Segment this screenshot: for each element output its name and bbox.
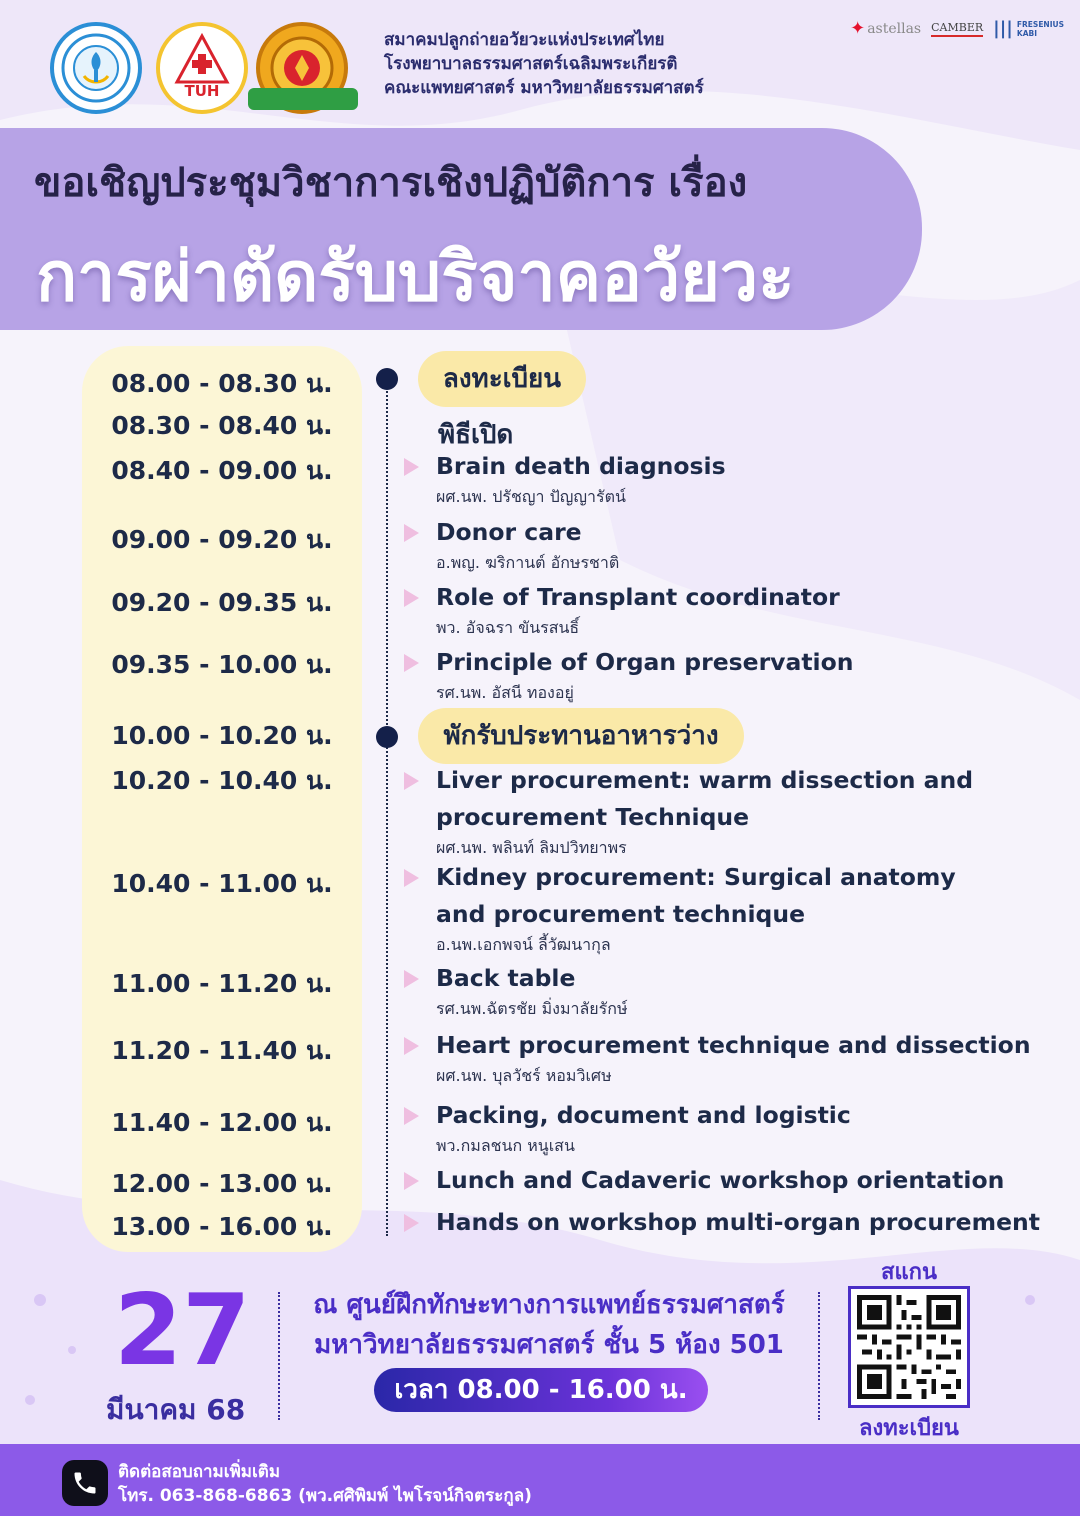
triangle-right-icon [404, 1037, 419, 1055]
time-slot: 08.00 - 08.30 น. [111, 369, 333, 398]
time-slot: 08.40 - 09.00 น. [111, 456, 333, 485]
qr-code-graphic [857, 1295, 961, 1399]
phone-icon [62, 1460, 108, 1506]
agenda-topic: Packing, document and logistic [436, 1101, 851, 1129]
time-slot: 10.20 - 10.40 น. [111, 766, 333, 795]
contact-phone: โทร. 063-868-6863 (พว.ศศิพิมพ์ ไพโรจน์กิจตระกูล) [118, 1486, 532, 1506]
agenda-speaker: ผศ.นพ. บุลวัชร์ หอมวิเศษ [436, 1066, 612, 1085]
event-month-year: มีนาคม 68 [106, 1393, 246, 1426]
triangle-right-icon [404, 458, 419, 476]
timeline-line [386, 380, 388, 1236]
organizer-names [384, 28, 704, 100]
astellas-logo [850, 18, 921, 39]
timeline-dot [376, 726, 398, 748]
agenda-topic: Heart procurement technique and dissection [436, 1031, 1031, 1059]
divider [818, 1292, 820, 1420]
divider [278, 1292, 280, 1420]
agenda-topic: Role of Transplant coordinator [436, 583, 840, 611]
time-slot: 12.00 - 13.00 น. [111, 1169, 333, 1198]
agenda-topic: Liver procurement: warm dissection and [436, 766, 974, 794]
agenda-speaker: ผศ.นพ. ปรัชญา ปัญญารัตน์ [436, 487, 626, 506]
astellas-text: astellas [867, 20, 922, 37]
agenda-topic: Lunch and Cadaveric workshop orientation [436, 1166, 1005, 1194]
event-time-pill: เวลา 08.00 - 16.00 น. [374, 1368, 708, 1412]
scan-label: สแกน [881, 1260, 937, 1285]
organizer-line-1: สมาคมปลูกถ่ายอวัยวะแห่งประเทศไทย [384, 30, 665, 50]
banner-title: การผ่าตัดรับบริจาคอวัยวะ [36, 238, 795, 317]
triangle-right-icon [404, 589, 419, 607]
agenda-topic: Hands on workshop multi-organ procurement [436, 1208, 1041, 1236]
triangle-right-icon [404, 1107, 419, 1125]
faculty-ribbon [248, 88, 358, 110]
qr-code-icon[interactable] [848, 1286, 970, 1408]
registration-pill: ลงทะเบียน [418, 351, 586, 407]
time-slot: 10.00 - 10.20 น. [111, 721, 333, 750]
triangle-right-icon [404, 869, 419, 887]
agenda-speaker: รศ.นพ. อัสนี ทองอยู่ [436, 683, 574, 702]
agenda-topic: Brain death diagnosis [436, 452, 726, 480]
time-slot: 09.35 - 10.00 น. [111, 650, 333, 679]
agenda-topic: Kidney procurement: Surgical anatomy [436, 863, 956, 891]
banner-subtitle: ขอเชิญประชุมวิชาการเชิงปฏิบัติการ เรื่อง [34, 160, 748, 206]
time-slot: 11.20 - 11.40 น. [111, 1036, 333, 1065]
agenda-speaker: รศ.นพ.ฉัตรชัย มิ่งมาลัยรักษ์ [436, 999, 628, 1018]
timeline-dot [376, 368, 398, 390]
opening-ceremony: พิธีเปิด [438, 420, 514, 450]
triangle-right-icon [404, 1214, 419, 1232]
triangle-right-icon [404, 1172, 419, 1190]
agenda-topic: Donor care [436, 518, 582, 546]
agenda-topic: Principle of Organ preservation [436, 648, 854, 676]
agenda-topic: Back table [436, 964, 576, 992]
fresenius-text-2: KABI [1016, 28, 1038, 38]
time-slot: 11.40 - 12.00 น. [111, 1108, 333, 1137]
venue-line-2: มหาวิทยาลัยธรรมศาสตร์ ชั้น 5 ห้อง 501 [314, 1330, 784, 1360]
register-label: ลงทะเบียน [859, 1416, 959, 1441]
camber-logo: CAMBER [931, 21, 983, 37]
time-slot: 11.00 - 11.20 น. [111, 969, 333, 998]
organizer-line-2: โรงพยาบาลธรรมศาสตร์เฉลิมพระเกียรติ [384, 54, 678, 74]
venue-line-1: ณ ศูนย์ฝึกทักษะทางการแพทย์ธรรมศาสตร์ [313, 1290, 785, 1320]
agenda-speaker: ผศ.นพ. พลินท์ ลิมปวิทยาพร [436, 838, 627, 857]
agenda-speaker: พว.กมลชนก หนูเสน [436, 1136, 575, 1155]
fresenius-kabi-logo [993, 18, 1064, 39]
time-slot: 13.00 - 16.00 น. [111, 1212, 333, 1241]
triangle-right-icon [404, 654, 419, 672]
break-pill: พักรับประทานอาหารว่าง [418, 708, 744, 764]
contact-title: ติดต่อสอบถามเพิ่มเติม [118, 1462, 281, 1482]
time-slot: 10.40 - 11.00 น. [111, 869, 333, 898]
time-slot: 09.00 - 09.20 น. [111, 525, 333, 554]
astellas-star-icon: ✦ [850, 18, 866, 39]
fresenius-mark-icon: ||| [993, 18, 1013, 39]
triangle-right-icon [404, 772, 419, 790]
agenda-speaker: อ.พญ. ฆริกานต์ อักษรชาติ [436, 553, 620, 572]
event-day: 27 [114, 1274, 251, 1388]
logo-group [50, 18, 370, 118]
agenda-speaker: อ.นพ.เอกพจน์ ลี้วัฒนากุล [436, 935, 611, 954]
time-slot: 08.30 - 08.40 น. [111, 411, 333, 440]
triangle-right-icon [404, 524, 419, 542]
organizer-line-3: คณะแพทยศาสตร์ มหาวิทยาลัยธรรมศาสตร์ [384, 78, 704, 98]
agenda-speaker: พว. อัจฉรา ขันรสนธิ์ [436, 618, 580, 637]
time-slot: 09.20 - 09.35 น. [111, 588, 333, 617]
thai-transplantation-society-logo [50, 22, 142, 114]
fresenius-text-1: FRESENIUS [1016, 19, 1064, 29]
agenda-topic-continued: and procurement technique [436, 900, 806, 928]
tuh-logo [156, 22, 248, 114]
agenda-topic-continued: procurement Technique [436, 803, 750, 831]
sponsor-logos [850, 18, 1064, 39]
triangle-right-icon [404, 970, 419, 988]
tuh-logo-text: TUH [184, 82, 220, 100]
